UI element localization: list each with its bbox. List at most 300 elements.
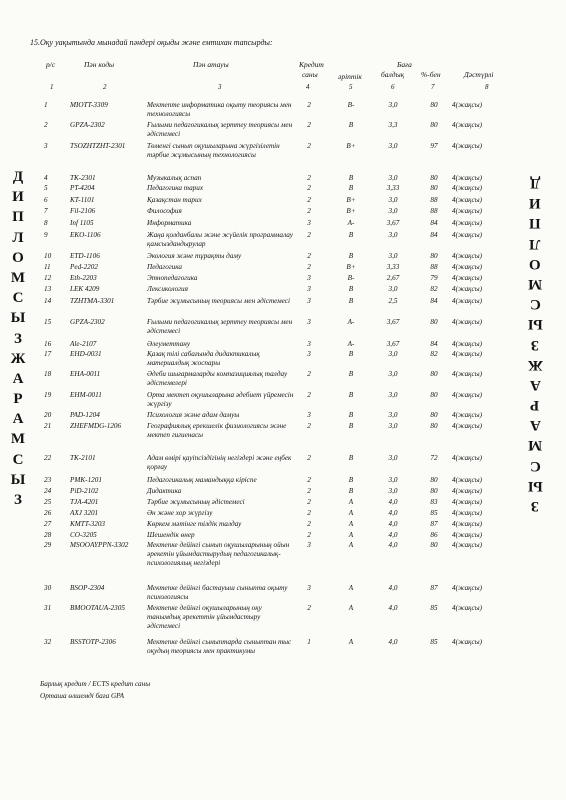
- percent-grade: 84: [430, 340, 438, 348]
- subject-name: Дидактика: [147, 487, 182, 495]
- percent-grade: 72: [430, 454, 438, 462]
- row-number: 8: [44, 219, 48, 227]
- row-number: 21: [44, 422, 52, 430]
- watermark-letter: И: [12, 189, 24, 206]
- row-number: 30: [44, 584, 52, 592]
- letter-grade: B: [348, 121, 354, 129]
- subject-code: PAD-1204: [70, 411, 100, 419]
- traditional-grade: 4(жақсы): [452, 350, 482, 358]
- watermark-letter: З: [531, 336, 539, 353]
- percent-grade: 80: [430, 476, 438, 484]
- subject-code: TZHTMA-3301: [70, 297, 115, 305]
- credits-value: 3: [307, 297, 311, 305]
- subject-name: Этнопедагогика: [147, 274, 198, 282]
- credits-value: 2: [307, 422, 311, 430]
- traditional-grade: 4(жақсы): [452, 476, 482, 484]
- subject-code: BMOOTAUA-2305: [70, 604, 125, 612]
- watermark-letter: О: [12, 249, 24, 266]
- subject-code: MIOTT-3309: [70, 101, 108, 109]
- letter-grade: B: [348, 285, 354, 293]
- credits-value: 2: [307, 101, 311, 109]
- letter-grade: A: [348, 638, 354, 646]
- credits-value: 2: [307, 252, 311, 260]
- watermark-letter: С: [12, 451, 24, 468]
- header-grade-group: Баға: [397, 60, 412, 69]
- subject-name: Әдеби шығармаларды компазициялық талдау әдістемелері: [147, 370, 288, 387]
- credits-value: 2: [307, 604, 311, 612]
- header-credit-1: Кредит: [299, 60, 324, 69]
- row-number: 29: [44, 541, 52, 549]
- letter-grade: B: [348, 370, 354, 378]
- numeric-grade: 3,3: [388, 121, 398, 129]
- subject-code: Ale-2107: [70, 340, 97, 348]
- percent-grade: 82: [430, 285, 438, 293]
- percent-grade: 82: [430, 350, 438, 358]
- subject-code: ZHEFMDG-1206: [70, 422, 122, 430]
- numeric-grade: 3,0: [388, 252, 398, 260]
- numeric-grade: 3,67: [386, 340, 400, 348]
- credits-value: 2: [307, 391, 311, 399]
- row-number: 23: [44, 476, 52, 484]
- percent-grade: 80: [430, 487, 438, 495]
- numeric-grade: 2,5: [388, 297, 398, 305]
- subject-code: CO-3205: [70, 531, 97, 539]
- watermark-letter: И: [529, 195, 541, 212]
- credits-value: 3: [307, 541, 311, 549]
- subject-name: Ән және хор жүргізу: [147, 509, 213, 517]
- subject-code: Fil-2106: [70, 207, 96, 215]
- numeric-grade: 3,0: [388, 207, 398, 215]
- letter-grade: B: [348, 391, 354, 399]
- traditional-grade: 4(жақсы): [452, 174, 482, 182]
- letter-grade: B-: [347, 101, 355, 109]
- watermark-letter: Ж: [527, 356, 543, 373]
- watermark-letter: Р: [13, 391, 23, 408]
- watermark-letter: А: [529, 417, 541, 434]
- subject-code: LEK 4209: [70, 285, 100, 293]
- header-code: Пән коды: [84, 60, 115, 69]
- letter-grade: B-: [347, 274, 355, 282]
- subject-name: Информатика: [147, 219, 192, 227]
- row-number: 1: [44, 101, 48, 109]
- percent-grade: 80: [430, 252, 438, 260]
- subject-name: Адам өмірі қауіпсіздігінің негіздері және еңбек қорғау: [147, 454, 292, 471]
- row-number: 5: [44, 184, 48, 192]
- subject-name: Педагогика тарих: [147, 184, 204, 192]
- row-number: 12: [44, 274, 52, 282]
- numeric-grade: 3,0: [388, 411, 398, 419]
- watermark-letter: П: [529, 215, 541, 232]
- watermark-letter: Ы: [10, 471, 26, 488]
- row-number: 26: [44, 509, 52, 517]
- letter-grade: A: [348, 584, 354, 592]
- watermark-letter: М: [10, 269, 26, 286]
- credits-value: 2: [307, 476, 311, 484]
- credits-value: 3: [307, 584, 311, 592]
- letter-grade: A: [348, 604, 354, 612]
- traditional-grade: 4(жақсы): [452, 252, 482, 260]
- letter-grade: B: [348, 297, 354, 305]
- watermark-letter: М: [527, 276, 543, 293]
- traditional-grade: 4(жақсы): [452, 231, 482, 239]
- traditional-grade: 4(жақсы): [452, 509, 482, 517]
- percent-grade: 88: [430, 263, 438, 271]
- numeric-grade: 3,0: [388, 196, 398, 204]
- numeric-grade: 3,0: [388, 454, 398, 462]
- subject-name: Мектепке дейінгі сыныптарда сыныптан тыс оқудың теориясы мен практикумы: [147, 638, 292, 655]
- traditional-grade: 4(жақсы): [452, 411, 482, 419]
- subject-code: Inf 1105: [70, 219, 94, 227]
- header-num-5: 5: [349, 83, 353, 91]
- percent-grade: 80: [430, 174, 438, 182]
- subject-name: Мектепке дейінгі бастауыш сыныпта оқыту психологиясы: [147, 584, 288, 601]
- subject-name: Географиялық ерекшелік физиологиясы және мектеп гигиенасы: [147, 422, 287, 439]
- percent-grade: 86: [430, 531, 438, 539]
- credits-value: 3: [307, 340, 311, 348]
- credits-value: 3: [307, 411, 311, 419]
- traditional-grade: 4(жақсы): [452, 274, 482, 282]
- traditional-grade: 4(жақсы): [452, 340, 482, 348]
- letter-grade: B+: [346, 196, 356, 204]
- traditional-grade: 4(жақсы): [452, 520, 482, 528]
- percent-grade: 85: [430, 604, 438, 612]
- row-number: 22: [44, 454, 52, 462]
- header-num-4: 4: [306, 83, 310, 91]
- letter-grade: B: [348, 422, 354, 430]
- row-number: 25: [44, 498, 52, 506]
- numeric-grade: 3,0: [388, 350, 398, 358]
- row-number: 31: [44, 604, 52, 612]
- header-num-7: 7: [431, 83, 435, 91]
- traditional-grade: 4(жақсы): [452, 196, 482, 204]
- percent-grade: 80: [430, 184, 438, 192]
- credits-value: 2: [307, 509, 311, 517]
- numeric-grade: 4,0: [388, 520, 398, 528]
- header-num-2: 2: [103, 83, 107, 91]
- header-letter: әріптік: [338, 72, 362, 81]
- row-number: 7: [44, 207, 48, 215]
- percent-grade: 79: [430, 274, 438, 282]
- credits-value: 2: [307, 487, 311, 495]
- row-number: 32: [44, 638, 52, 646]
- subject-code: EKO-1106: [70, 231, 101, 239]
- credits-value: 2: [307, 454, 311, 462]
- traditional-grade: 4(жақсы): [452, 263, 482, 271]
- letter-grade: B: [348, 174, 354, 182]
- watermark-letter: А: [12, 411, 24, 428]
- percent-grade: 85: [430, 638, 438, 646]
- subject-code: BSSTOTP-2306: [70, 638, 116, 646]
- watermark-letter: Д: [529, 175, 541, 192]
- row-number: 9: [44, 231, 48, 239]
- row-number: 4: [44, 174, 48, 182]
- numeric-grade: 4,0: [388, 604, 398, 612]
- percent-grade: 84: [430, 219, 438, 227]
- numeric-grade: 4,0: [388, 509, 398, 517]
- traditional-grade: 4(жақсы): [452, 498, 482, 506]
- subject-code: MSOOAYPPN-3302: [70, 541, 129, 549]
- watermark-letter: Ы: [10, 310, 26, 327]
- row-number: 15: [44, 318, 52, 326]
- traditional-grade: 4(жақсы): [452, 101, 482, 109]
- percent-grade: 80: [430, 318, 438, 326]
- percent-grade: 87: [430, 584, 438, 592]
- letter-grade: B+: [346, 263, 356, 271]
- credits-value: 2: [307, 121, 311, 129]
- watermark-letter: С: [529, 457, 541, 474]
- watermark-letter: М: [10, 431, 26, 448]
- percent-grade: 88: [430, 207, 438, 215]
- subject-name: Педагогикалық мамандыққа кіріспе: [147, 476, 257, 484]
- letter-grade: B: [348, 184, 354, 192]
- watermark-letter: О: [529, 255, 541, 272]
- numeric-grade: 3,0: [388, 422, 398, 430]
- subject-code: PMK-1201: [70, 476, 102, 484]
- row-number: 3: [44, 142, 48, 150]
- row-number: 11: [44, 263, 51, 271]
- watermark-letter: П: [12, 209, 24, 226]
- credits-value: 3: [307, 219, 311, 227]
- credits-value: 2: [307, 142, 311, 150]
- row-number: 28: [44, 531, 52, 539]
- letter-grade: B+: [346, 207, 356, 215]
- subject-name: Көркем мәтінге тілдік талдау: [147, 520, 242, 528]
- row-number: 24: [44, 487, 52, 495]
- traditional-grade: 4(жақсы): [452, 541, 482, 549]
- numeric-grade: 3,0: [388, 476, 398, 484]
- letter-grade: B: [348, 411, 354, 419]
- section-heading: 15.Оқу уақытында мынадай пәндері оқыды және емтихан тапсырды:: [30, 38, 273, 47]
- subject-name: Мектепке дейінгі сынып оқушыларының ойын әрекетін ұйымдастырудың педагогикалық-психологиялық негіздері: [147, 541, 290, 567]
- subject-code: EHD-0031: [70, 350, 102, 358]
- traditional-grade: 4(жақсы): [452, 297, 482, 305]
- subject-code: Ped-2202: [70, 263, 98, 271]
- credits-value: 3: [307, 350, 311, 358]
- subject-code: PT-4204: [70, 184, 95, 192]
- letter-grade: A: [348, 531, 354, 539]
- subject-code: TK-2101: [70, 454, 96, 462]
- traditional-grade: 4(жақсы): [452, 285, 482, 293]
- credits-value: 3: [307, 285, 311, 293]
- watermark-letter: М: [527, 437, 543, 454]
- letter-grade: A-: [347, 340, 355, 348]
- subject-name: Ғылыми педагогикалық зерттеу теориясы мен әдістемесі: [147, 318, 293, 335]
- percent-grade: 83: [430, 498, 438, 506]
- letter-grade: B: [348, 231, 354, 239]
- header-pc: р/с: [46, 60, 56, 69]
- row-number: 14: [44, 297, 52, 305]
- traditional-grade: 4(жақсы): [452, 584, 482, 592]
- traditional-grade: 4(жақсы): [452, 604, 482, 612]
- credits-value: 2: [307, 498, 311, 506]
- traditional-grade: 4(жақсы): [452, 638, 482, 646]
- percent-grade: 80: [430, 101, 438, 109]
- subject-code: GPZA-2302: [70, 121, 105, 129]
- numeric-grade: 4,0: [388, 638, 398, 646]
- header-credit-2: саны: [302, 70, 318, 79]
- subject-code: ETD-1106: [70, 252, 100, 260]
- side-watermark-left: [7, 170, 29, 513]
- numeric-grade: 4,0: [388, 531, 398, 539]
- subject-name: Әлеуметтану: [147, 340, 191, 348]
- row-number: 20: [44, 411, 52, 419]
- traditional-grade: 4(жақсы): [452, 318, 482, 326]
- percent-grade: 85: [430, 509, 438, 517]
- row-number: 2: [44, 121, 48, 129]
- percent-grade: 80: [430, 422, 438, 430]
- numeric-grade: 3,0: [388, 101, 398, 109]
- row-number: 17: [44, 350, 52, 358]
- credits-value: 1: [307, 638, 311, 646]
- credits-value: 2: [307, 174, 311, 182]
- letter-grade: A: [348, 520, 354, 528]
- numeric-grade: 3,0: [388, 231, 398, 239]
- watermark-letter: Р: [530, 397, 540, 414]
- subject-name: Педагогика: [147, 263, 183, 271]
- numeric-grade: 3,67: [386, 318, 400, 326]
- subject-code: GPZA-2302: [70, 318, 105, 326]
- traditional-grade: 4(жақсы): [452, 487, 482, 495]
- watermark-letter: З: [531, 498, 539, 515]
- row-number: 19: [44, 391, 52, 399]
- traditional-grade: 4(жақсы): [452, 531, 482, 539]
- row-number: 16: [44, 340, 52, 348]
- credits-value: 2: [307, 263, 311, 271]
- numeric-grade: 3,0: [388, 487, 398, 495]
- traditional-grade: 4(жақсы): [452, 142, 482, 150]
- subject-name: Экология және тұрақты даму: [147, 252, 242, 260]
- subject-name: Орта мектеп оқушыларына әдебиет үйремесін жүргізу: [147, 391, 294, 408]
- numeric-grade: 3,67: [386, 219, 400, 227]
- subject-code: KT-1101: [70, 196, 95, 204]
- percent-grade: 80: [430, 121, 438, 129]
- subject-code: Eth-2203: [70, 274, 97, 282]
- row-number: 27: [44, 520, 52, 528]
- header-percent: %-бен: [421, 70, 441, 79]
- header-num-3: 3: [218, 83, 222, 91]
- numeric-grade: 4,0: [388, 541, 398, 549]
- credits-value: 2: [307, 207, 311, 215]
- subject-code: TSOZHTZHT-2301: [70, 142, 126, 150]
- percent-grade: 80: [430, 541, 438, 549]
- credits-value: 2: [307, 231, 311, 239]
- percent-grade: 80: [430, 370, 438, 378]
- numeric-grade: 4,0: [388, 498, 398, 506]
- watermark-letter: Ж: [10, 350, 26, 367]
- traditional-grade: 4(жақсы): [452, 454, 482, 462]
- watermark-letter: С: [12, 290, 24, 307]
- numeric-grade: 3,0: [388, 285, 398, 293]
- percent-grade: 88: [430, 196, 438, 204]
- traditional-grade: 4(жақсы): [452, 207, 482, 215]
- header-num-8: 8: [485, 83, 489, 91]
- letter-grade: A: [348, 509, 354, 517]
- traditional-grade: 4(жақсы): [452, 219, 482, 227]
- letter-grade: B: [348, 350, 354, 358]
- percent-grade: 84: [430, 231, 438, 239]
- watermark-letter: Ы: [527, 478, 543, 494]
- numeric-grade: 3,33: [386, 263, 400, 271]
- subject-code: TK-2301: [70, 174, 96, 182]
- watermark-letter: Л: [12, 229, 24, 246]
- footer-credits-label: Барлық кредит / ECTS кредит саны: [40, 680, 151, 688]
- credits-value: 2: [307, 531, 311, 539]
- percent-grade: 80: [430, 391, 438, 399]
- subject-code: EHA-0011: [70, 370, 101, 378]
- numeric-grade: 3,0: [388, 391, 398, 399]
- watermark-letter: А: [529, 377, 541, 394]
- subject-name: Музыкалық аспап: [147, 174, 202, 182]
- watermark-letter: Л: [529, 235, 541, 252]
- header-name: Пән атауы: [193, 60, 229, 69]
- traditional-grade: 4(жақсы): [452, 184, 482, 192]
- letter-grade: B: [348, 487, 354, 495]
- footer-gpa-label: Орташа өлшемді баға GPA: [40, 692, 125, 700]
- subject-name: Қазақстан тарих: [147, 196, 202, 204]
- header-traditional: Дәстүрлі: [464, 70, 494, 79]
- subject-name: Лексикология: [147, 285, 188, 293]
- letter-grade: B+: [346, 142, 356, 150]
- subject-code: PiD-2102: [70, 487, 99, 495]
- numeric-grade: 3,0: [388, 142, 398, 150]
- traditional-grade: 4(жақсы): [452, 370, 482, 378]
- subject-name: Қазақ тілі сабағында дидактикалық материалдық жоспары: [147, 350, 260, 367]
- subject-code: BSOP-2304: [70, 584, 105, 592]
- subject-code: KMTT-3203: [70, 520, 106, 528]
- subject-name: Тәрбие жұмысының әдістемесі: [147, 498, 245, 506]
- row-number: 6: [44, 196, 48, 204]
- letter-grade: B: [348, 476, 354, 484]
- credits-value: 2: [307, 370, 311, 378]
- subject-code: EHM-0011: [70, 391, 102, 399]
- letter-grade: A-: [347, 318, 355, 326]
- subject-name: Мектепке дейінгі оқушыларының оқу танымдық әрекеттін ұйымдастыру әдістемесі: [147, 604, 262, 630]
- credits-value: 3: [307, 318, 311, 326]
- traditional-grade: 4(жақсы): [452, 121, 482, 129]
- credits-value: 2: [307, 520, 311, 528]
- subject-name: Философия: [147, 207, 182, 215]
- row-number: 10: [44, 252, 52, 260]
- watermark-letter: З: [14, 330, 22, 347]
- subject-code: TJA-4201: [70, 498, 99, 506]
- subject-name: Психология және адам дамуы: [147, 411, 240, 419]
- letter-grade: A: [348, 541, 354, 549]
- subject-name: Жаңа қолданбалы және жүйелік программалау қамсыздандырулар: [147, 231, 293, 248]
- side-watermark-right: [524, 170, 546, 513]
- letter-grade: B: [348, 454, 354, 462]
- letter-grade: B: [348, 252, 354, 260]
- numeric-grade: 3,0: [388, 174, 398, 182]
- row-number: 13: [44, 285, 52, 293]
- numeric-grade: 2,67: [386, 274, 400, 282]
- credits-value: 2: [307, 196, 311, 204]
- traditional-grade: 4(жақсы): [452, 422, 482, 430]
- watermark-letter: А: [12, 370, 24, 387]
- percent-grade: 80: [430, 411, 438, 419]
- watermark-letter: З: [14, 492, 22, 508]
- subject-name: Ғылыми педагогикалық зерттеу теориясы мен әдістемесі: [147, 121, 293, 138]
- subject-name: Мектепте информатика оқыту теориясы мен технологиясы: [147, 101, 292, 118]
- watermark-letter: С: [529, 296, 541, 313]
- letter-grade: A-: [347, 219, 355, 227]
- watermark-letter: Ы: [527, 316, 543, 333]
- row-number: 18: [44, 370, 52, 378]
- numeric-grade: 3,33: [386, 184, 400, 192]
- letter-grade: A: [348, 498, 354, 506]
- traditional-grade: 4(жақсы): [452, 391, 482, 399]
- percent-grade: 87: [430, 520, 438, 528]
- subject-name: Шешендік өнер: [147, 531, 195, 539]
